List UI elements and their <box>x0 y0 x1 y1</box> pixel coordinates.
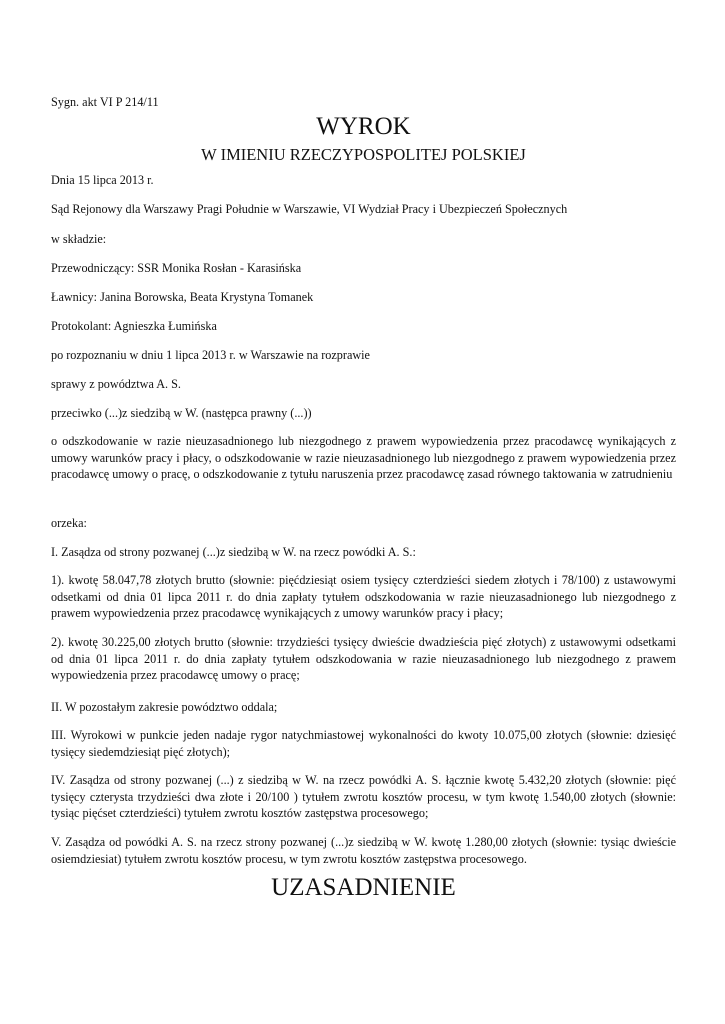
ruling-point-1: I. Zasądza od strony pozwanej (...)z siedzibą w W. na rzecz powódki A. S.: <box>51 545 416 559</box>
ruling-point-4: IV. Zasądza od strony pozwanej (...) z siedzibą w W. na rzecz powódki A. S. łącznie kwotę 5.432,20 złotych (słownie: pięć tysięcy czterysta trzydzieści dwa złote i 20/100 ) tytułem zwrotu kosztów procesu, w tym kwotę 1.540,00 złotych (słownie: tysiąc pięćset czterdzieści) tytułem zwrotu kosztów zastępstwa procesowego; <box>51 773 676 820</box>
ruling-point-1-2: 2). kwotę 30.225,00 złotych brutto (słownie: trzydzieści tysięcy dwieście dwadzieścia pięć złotych) z ustawowymi odsetkami od dnia 01 lipca 2011 r. do dnia zapłaty tytułem odszkodowania w razie nieuzasadnionego lub niezgodnego z prawem wypowiedzenia przez pracodawcę umowy o pracę; <box>51 635 676 682</box>
court-name: Sąd Rejonowy dla Warszawy Pragi Południe w Warszawie, VI Wydział Pracy i Ubezpieczeń Społecznych <box>51 202 568 216</box>
hearing-info: po rozpoznaniu w dniu 1 lipca 2013 r. w Warszawie na rozprawie <box>51 348 370 362</box>
judgment-date: Dnia 15 lipca 2013 r. <box>51 173 154 187</box>
rules-label: orzeka: <box>51 516 87 530</box>
judgment-title: WYROK <box>316 113 411 140</box>
ruling-point-5: V. Zasądza od powódki A. S. na rzecz strony pozwanej (...)z siedzibą w W. kwotę 1.280,00 złotych (słownie: tysiąc dwieście osiemdziesiat) tytułem zwrotu kosztów procesu, w tym zwrotu kosztów zastępstwa procesowego. <box>51 835 676 866</box>
case-defendant: przeciwko (...)z siedzibą w W. (następca prawny (...)) <box>51 406 312 420</box>
justification-title: UZASADNIENIE <box>271 874 456 901</box>
case-signature: Sygn. akt VI P 214/11 <box>51 95 159 109</box>
judgment-subtitle: W IMIENIU RZECZYPOSPOLITEJ POLSKIEJ <box>201 145 526 164</box>
lay-judges: Ławnicy: Janina Borowska, Beata Krystyna Tomanek <box>51 290 314 304</box>
ruling-point-2: II. W pozostałym zakresie powództwo oddala; <box>51 700 278 714</box>
case-plaintiff: sprawy z powództwa A. S. <box>51 377 181 391</box>
composition-label: w składzie: <box>51 232 107 246</box>
chair-judge: Przewodniczący: SSR Monika Rosłan - Karasińska <box>51 261 302 275</box>
case-subject: o odszkodowanie w razie nieuzasadnionego lub niezgodnego z prawem wypowiedzenia przez pracodawcę wynikających z umowy warunków pracy i płacy, o odszkodowanie w razie nieuzasadnionego lub niezgodnego z prawem wypowiedzenia przez pracodawcę umowy o pracę, o odszkodowanie z tytułu naruszenia przez pracodawcę zasad równego taktowania w zatrudnieniu <box>51 434 676 481</box>
ruling-point-3: III. Wyrokowi w punkcie jeden nadaje rygor natychmiastowej wykonalności do kwoty 10.075,00 złotych (słownie: dziesięć tysięcy siedemdziesiąt pięć złotych); <box>51 728 676 759</box>
court-clerk: Protokolant: Agnieszka Łumińska <box>51 319 217 333</box>
ruling-point-1-1: 1). kwotę 58.047,78 złotych brutto (słownie: pięćdziesiąt osiem tysięcy czterdzieści siedem złotych i 78/100) z ustawowymi odsetkami od dnia 01 lipca 2011 r. do dnia zapłaty tytułem odszkodowania w razie nieuzasadnionego lub niezgodnego z prawem wypowiedzenia przez pracodawcę wynikających z umowy warunków pracy i płacy; <box>51 573 676 620</box>
